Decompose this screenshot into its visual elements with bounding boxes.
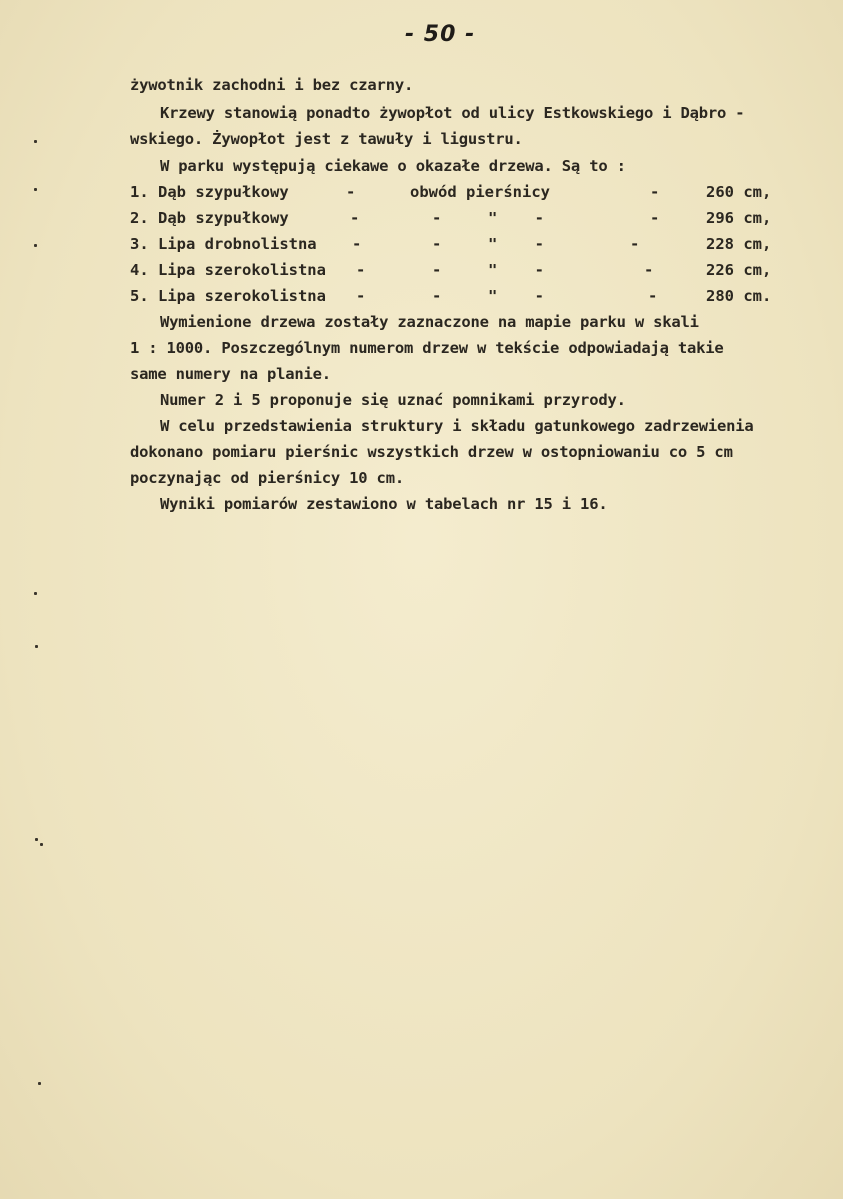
margin-mark	[34, 140, 37, 143]
tree-name: Lipa szerokolistna	[158, 287, 326, 305]
tree-value: 280 cm.	[706, 287, 772, 305]
paragraph-line: poczynając od pierśnicy 10 cm.	[130, 469, 404, 487]
tree-measure: - " -	[432, 235, 544, 253]
tree-dash: -	[346, 183, 356, 201]
tree-number: 3.	[130, 235, 149, 253]
tree-measure: obwód pierśnicy	[410, 183, 550, 201]
paragraph-line: Krzewy stanowią ponadto żywopłot od ulicy Estkowskiego i Dąbro -	[160, 104, 745, 122]
paragraph-line: dokonano pomiaru pierśnic wszystkich drzew w ostopniowaniu co 5 cm	[130, 443, 733, 461]
paragraph-line: Numer 2 i 5 proponuje się uznać pomnikami przyrody.	[160, 391, 626, 409]
tree-measure: - " -	[432, 261, 544, 279]
margin-mark	[35, 645, 38, 648]
margin-mark	[34, 188, 37, 191]
paragraph-line: W parku występują ciekawe o okazałe drzewa. Są to :	[160, 157, 626, 175]
tree-name: Lipa szerokolistna	[158, 261, 326, 279]
tree-dash: -	[648, 287, 658, 305]
tree-dash: -	[644, 261, 654, 279]
tree-value: 226 cm,	[706, 261, 772, 279]
paragraph-line: W celu przedstawienia struktury i składu gatunkowego zadrzewienia	[160, 417, 754, 435]
tree-value: 260 cm,	[706, 183, 772, 201]
margin-mark	[34, 592, 37, 595]
tree-dash: -	[356, 261, 366, 279]
margin-mark	[38, 1082, 41, 1085]
tree-name: Dąb szypułkowy	[158, 183, 289, 201]
paragraph-line: Wyniki pomiarów zestawiono w tabelach nr 15 i 16.	[160, 495, 608, 513]
tree-value: 296 cm,	[706, 209, 772, 227]
margin-mark	[40, 843, 43, 846]
tree-measure: - " -	[432, 209, 544, 227]
tree-name: Dąb szypułkowy	[158, 209, 289, 227]
tree-number: 4.	[130, 261, 149, 279]
paragraph-line: wskiego. Żywopłot jest z tawuły i ligustru.	[130, 130, 523, 148]
tree-dash: -	[630, 235, 640, 253]
tree-number: 5.	[130, 287, 149, 305]
tree-dash: -	[352, 235, 362, 253]
paragraph-line: same numery na planie.	[130, 365, 331, 383]
tree-number: 2.	[130, 209, 149, 227]
tree-number: 1.	[130, 183, 149, 201]
tree-dash: -	[650, 209, 660, 227]
tree-dash: -	[356, 287, 366, 305]
paragraph-line: żywotnik zachodni i bez czarny.	[130, 76, 414, 94]
paragraph-line: 1 : 1000. Poszczególnym numerom drzew w tekście odpowiadają takie	[130, 339, 724, 357]
paragraph-line: Wymienione drzewa zostały zaznaczone na mapie parku w skali	[160, 313, 699, 331]
tree-measure: - " -	[432, 287, 544, 305]
tree-value: 228 cm,	[706, 235, 772, 253]
margin-mark	[34, 244, 37, 247]
page-number: - 50 -	[405, 22, 476, 47]
tree-dash: -	[350, 209, 360, 227]
margin-mark	[35, 838, 38, 841]
tree-name: Lipa drobnolistna	[158, 235, 317, 253]
tree-dash: -	[650, 183, 660, 201]
